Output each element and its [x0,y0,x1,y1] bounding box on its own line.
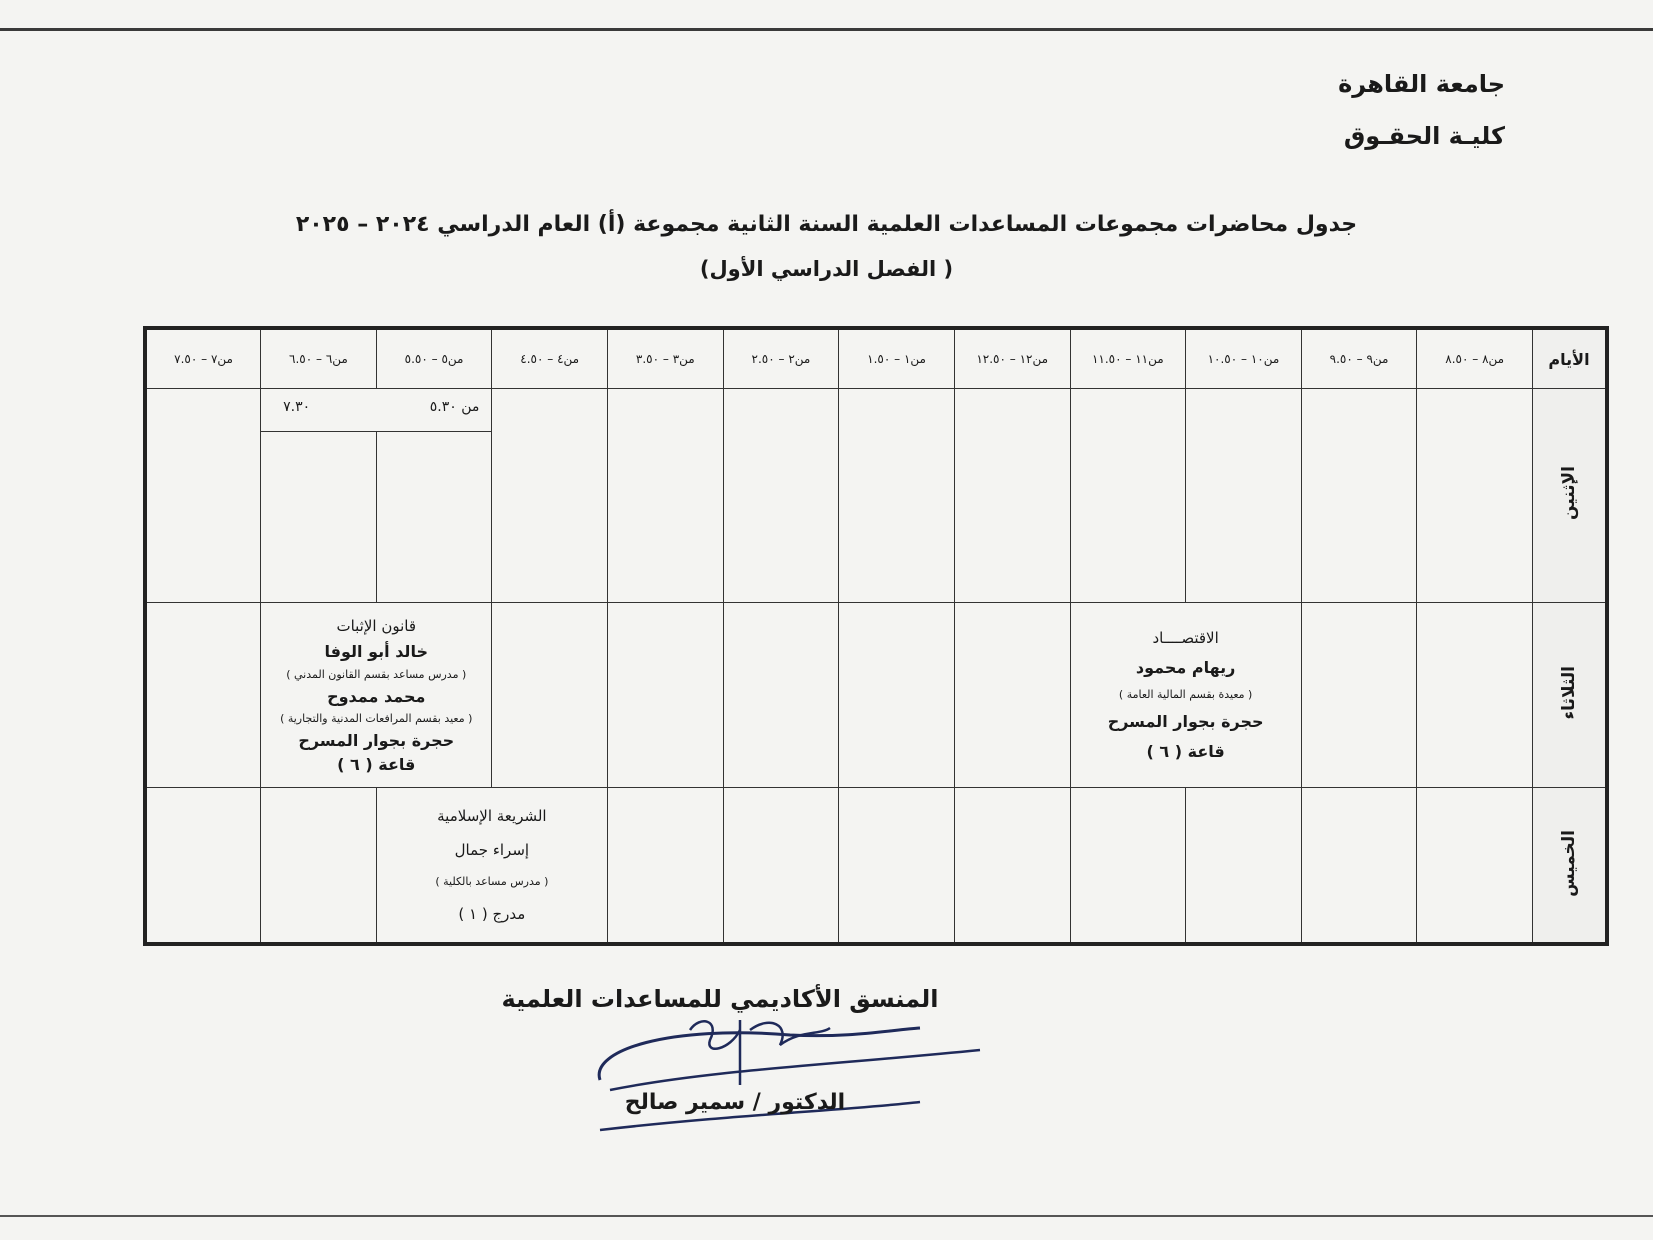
room: حجرة بجوار المسرح [1107,711,1264,731]
days-header: الأيام [1533,328,1608,389]
lecturer: خالد أبو الوفا [324,641,428,661]
monday-evening-block [261,389,492,603]
tuesday-evidence-law-block [261,602,492,788]
day-thursday [1533,788,1608,944]
time-range [261,389,491,432]
empty-cell [839,788,955,944]
subject: الشريعة الإسلامية [437,807,547,826]
slot-header: من٨ – ٨.٥٠ [1417,328,1533,389]
tuesday-row [145,602,1607,788]
empty-cell [954,389,1070,603]
lecturer: إسراء جمال [454,841,530,860]
slot-header: من١٢ – ١٢.٥٠ [954,328,1070,389]
hall: قاعة ( ٦ ) [1146,741,1225,761]
empty-cell [1417,788,1533,944]
tuesday-economics-block [1070,602,1301,788]
top-edge-line [0,28,1653,31]
day-label: الثلاثاء [1559,666,1579,720]
day-tuesday [1533,602,1608,788]
slot-header: من٥ – ٥.٥٠ [376,328,492,389]
empty-cell [1301,389,1417,603]
hall: مدرج ( ١ ) [458,905,526,924]
column-divider [376,431,377,602]
slot-header: من٢ – ٢.٥٠ [723,328,839,389]
lecturer: محمد ممدوح [327,686,426,706]
empty-cell [1070,788,1186,944]
empty-cell [145,602,261,788]
time-range-box [261,389,491,602]
room: حجرة بجوار المسرح [298,730,455,750]
slot-header: من٦ – ٦.٥٠ [261,328,377,389]
empty-cell [492,389,608,603]
coordinator-title: المنسق الأكاديمي للمساعدات العلمية [501,985,939,1013]
empty-cell [723,602,839,788]
empty-cell [954,602,1070,788]
thursday-row [145,788,1607,944]
empty-cell [839,389,955,603]
empty-cell [839,602,955,788]
lecturer-role: ( معيد بقسم المرافعات المدنية والتجارية ) [280,711,473,725]
schedule-table [143,326,1609,946]
empty-cell [1417,389,1533,603]
slot-header: من١ – ١.٥٠ [839,328,955,389]
lecturer-role: ( مدرس مساعد بالكلية ) [435,875,549,889]
day-label: الخميس [1559,829,1579,897]
day-label: الإثنين [1559,466,1579,521]
empty-cell [145,788,261,944]
empty-cell [608,389,724,603]
lecturer-role: ( معيدة بقسم المالية العامة ) [1118,687,1253,701]
doctor-name: الدكتور / سمير صالح [624,1090,846,1115]
signature-scribble [590,1010,990,1140]
empty-cell [145,389,261,603]
empty-cell [261,788,377,944]
time-to: ٧.٣٠ [283,399,311,415]
bottom-edge-line [0,1215,1653,1217]
slot-header: من١٠ – ١٠.٥٠ [1186,328,1302,389]
empty-cell [723,389,839,603]
slot-header: من٧ – ٧.٥٠ [145,328,261,389]
empty-cell [1301,788,1417,944]
slot-header: من٣ – ٣.٥٠ [608,328,724,389]
empty-cell [608,788,724,944]
empty-cell [1301,602,1417,788]
university-name: جامعة القاهرة [1338,70,1505,98]
empty-cell [492,602,608,788]
thursday-sharia-block [376,788,607,944]
hall: قاعة ( ٦ ) [337,754,416,774]
lecturer: ريهام محمود [1135,657,1236,677]
slot-header: من١١ – ١١.٥٠ [1070,328,1186,389]
subject: الاقتصــــاد [1152,628,1219,647]
header-row [145,328,1607,389]
slot-header: من٤ – ٤.٥٠ [492,328,608,389]
time-from: من ٥.٣٠ [429,399,480,415]
monday-row [145,389,1607,603]
empty-cell [723,788,839,944]
empty-cell [608,602,724,788]
slot-header: من٩ – ٩.٥٠ [1301,328,1417,389]
subject: قانون الإثبات [336,616,417,635]
empty-cell [954,788,1070,944]
day-monday [1533,389,1608,603]
empty-cell [1186,389,1302,603]
schedule-title: جدول محاضرات مجموعات المساعدات العلمية السنة الثانية مجموعة (أ) العام الدراسي ٢٠٢٤ – ٢٠٢٥ [295,212,1358,237]
lecturer-role: ( مدرس مساعد بقسم القانون المدني ) [286,667,467,681]
faculty-name: كليـة الحقـوق [1343,122,1505,150]
empty-cell [1186,788,1302,944]
empty-cell [1070,389,1186,603]
semester-subtitle: ( الفصل الدراسي الأول) [699,257,954,281]
empty-cell [1417,602,1533,788]
